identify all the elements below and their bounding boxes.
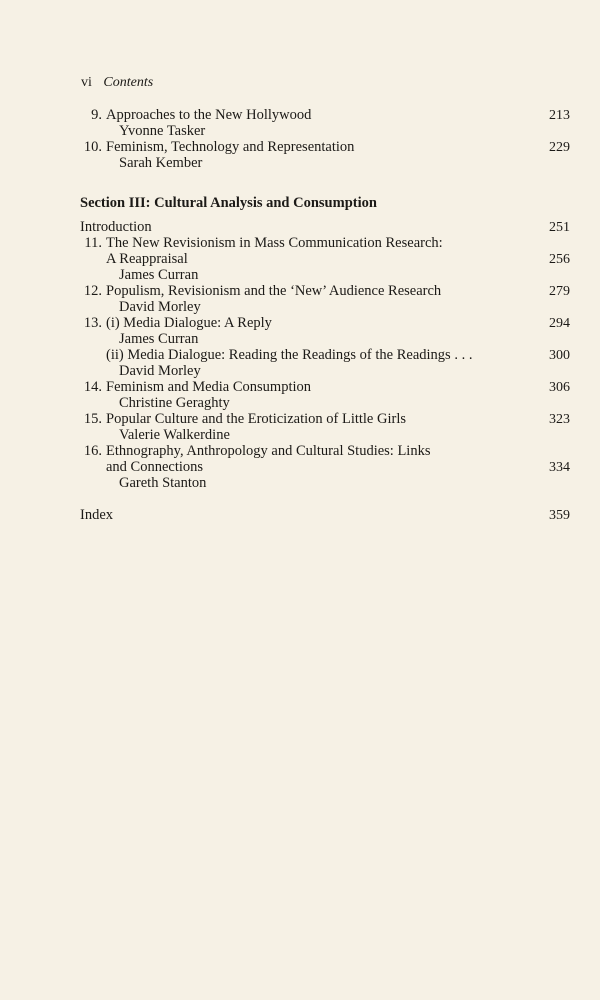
entry-page: 306	[549, 380, 570, 395]
entry-author: Christine Geraghty	[119, 395, 230, 411]
toc-entry-14	[0, 379, 600, 396]
toc-entry-12	[0, 283, 600, 300]
entry-page: 229	[549, 140, 570, 155]
toc-entry-11-cont	[0, 251, 600, 268]
entry-title: Introduction	[80, 219, 152, 235]
entry-number: 11.	[84, 235, 102, 251]
entry-number: 13.	[83, 315, 102, 331]
toc-entry-index	[0, 507, 600, 524]
entry-title-line-1: The New Revisionism in Mass Communication Research:	[106, 235, 443, 251]
entry-number: 12.	[83, 283, 102, 299]
entry-title: Feminism and Media Consumption	[106, 379, 312, 395]
entry-title: (ii) Media Dialogue: Reading the Readings of the Readings . . .	[106, 347, 473, 363]
toc-entry-11	[0, 235, 600, 252]
entry-title-line-1: Ethnography, Anthropology and Cultural Studies: Links	[106, 443, 431, 459]
entry-page: 279	[549, 284, 570, 299]
toc-author-15	[0, 427, 600, 444]
entry-number: 9.	[91, 107, 102, 123]
toc-author-10	[0, 155, 600, 172]
toc-author-11	[0, 267, 600, 284]
entry-author: James Curran	[119, 331, 199, 347]
toc-author-13-ii	[0, 363, 600, 380]
toc-entry-13-ii	[0, 347, 600, 364]
entry-title: Popular Culture and the Eroticization of Little Girls	[106, 411, 406, 427]
entry-number: 15.	[83, 411, 102, 427]
entry-number: 14.	[83, 379, 102, 395]
entry-title-line-2: A Reappraisal	[106, 251, 188, 267]
entry-author: Yvonne Tasker	[119, 123, 206, 139]
entry-author: James Curran	[119, 267, 199, 283]
toc-entry-13-i	[0, 315, 600, 332]
entry-number: 16.	[83, 443, 102, 459]
entry-number: 10.	[83, 139, 102, 155]
entry-page: 251	[549, 220, 570, 235]
toc-author-13-i	[0, 331, 600, 348]
toc-author-9	[0, 123, 600, 140]
entry-page: 294	[549, 316, 570, 331]
toc-entry-16-cont	[0, 459, 600, 476]
entry-page: 213	[549, 108, 570, 123]
entry-title: Approaches to the New Hollywood	[106, 107, 312, 123]
entry-title: Feminism, Technology and Representation	[106, 139, 355, 155]
section-heading: Section III: Cultural Analysis and Consumption	[80, 195, 377, 211]
toc-entry-introduction	[0, 219, 600, 236]
entry-page: 323	[549, 412, 570, 427]
entry-author: David Morley	[119, 299, 201, 315]
entry-title: Index	[80, 507, 114, 523]
entry-author: Gareth Stanton	[119, 475, 207, 491]
toc-entry-15	[0, 411, 600, 428]
entry-page: 256	[549, 252, 570, 267]
toc-entry-10	[0, 139, 600, 156]
entry-author: Valerie Walkerdine	[119, 427, 230, 443]
entry-author: Sarah Kember	[119, 155, 203, 171]
entry-author: David Morley	[119, 363, 201, 379]
entry-title: Populism, Revisionism and the ‘New’ Audience Research	[106, 283, 442, 299]
running-header	[81, 75, 153, 91]
entry-page: 300	[549, 348, 570, 363]
toc-entry-9	[0, 107, 600, 124]
toc-author-16	[0, 475, 600, 492]
toc-entry-16	[0, 443, 600, 460]
entry-page: 359	[549, 508, 570, 523]
entry-title: (i) Media Dialogue: A Reply	[106, 315, 272, 331]
entry-title-line-2: and Connections	[106, 459, 204, 475]
folio: vi	[81, 75, 92, 90]
running-title: Contents	[103, 75, 154, 90]
entry-page: 334	[549, 460, 570, 475]
toc-author-14	[0, 395, 600, 412]
toc-author-12	[0, 299, 600, 316]
